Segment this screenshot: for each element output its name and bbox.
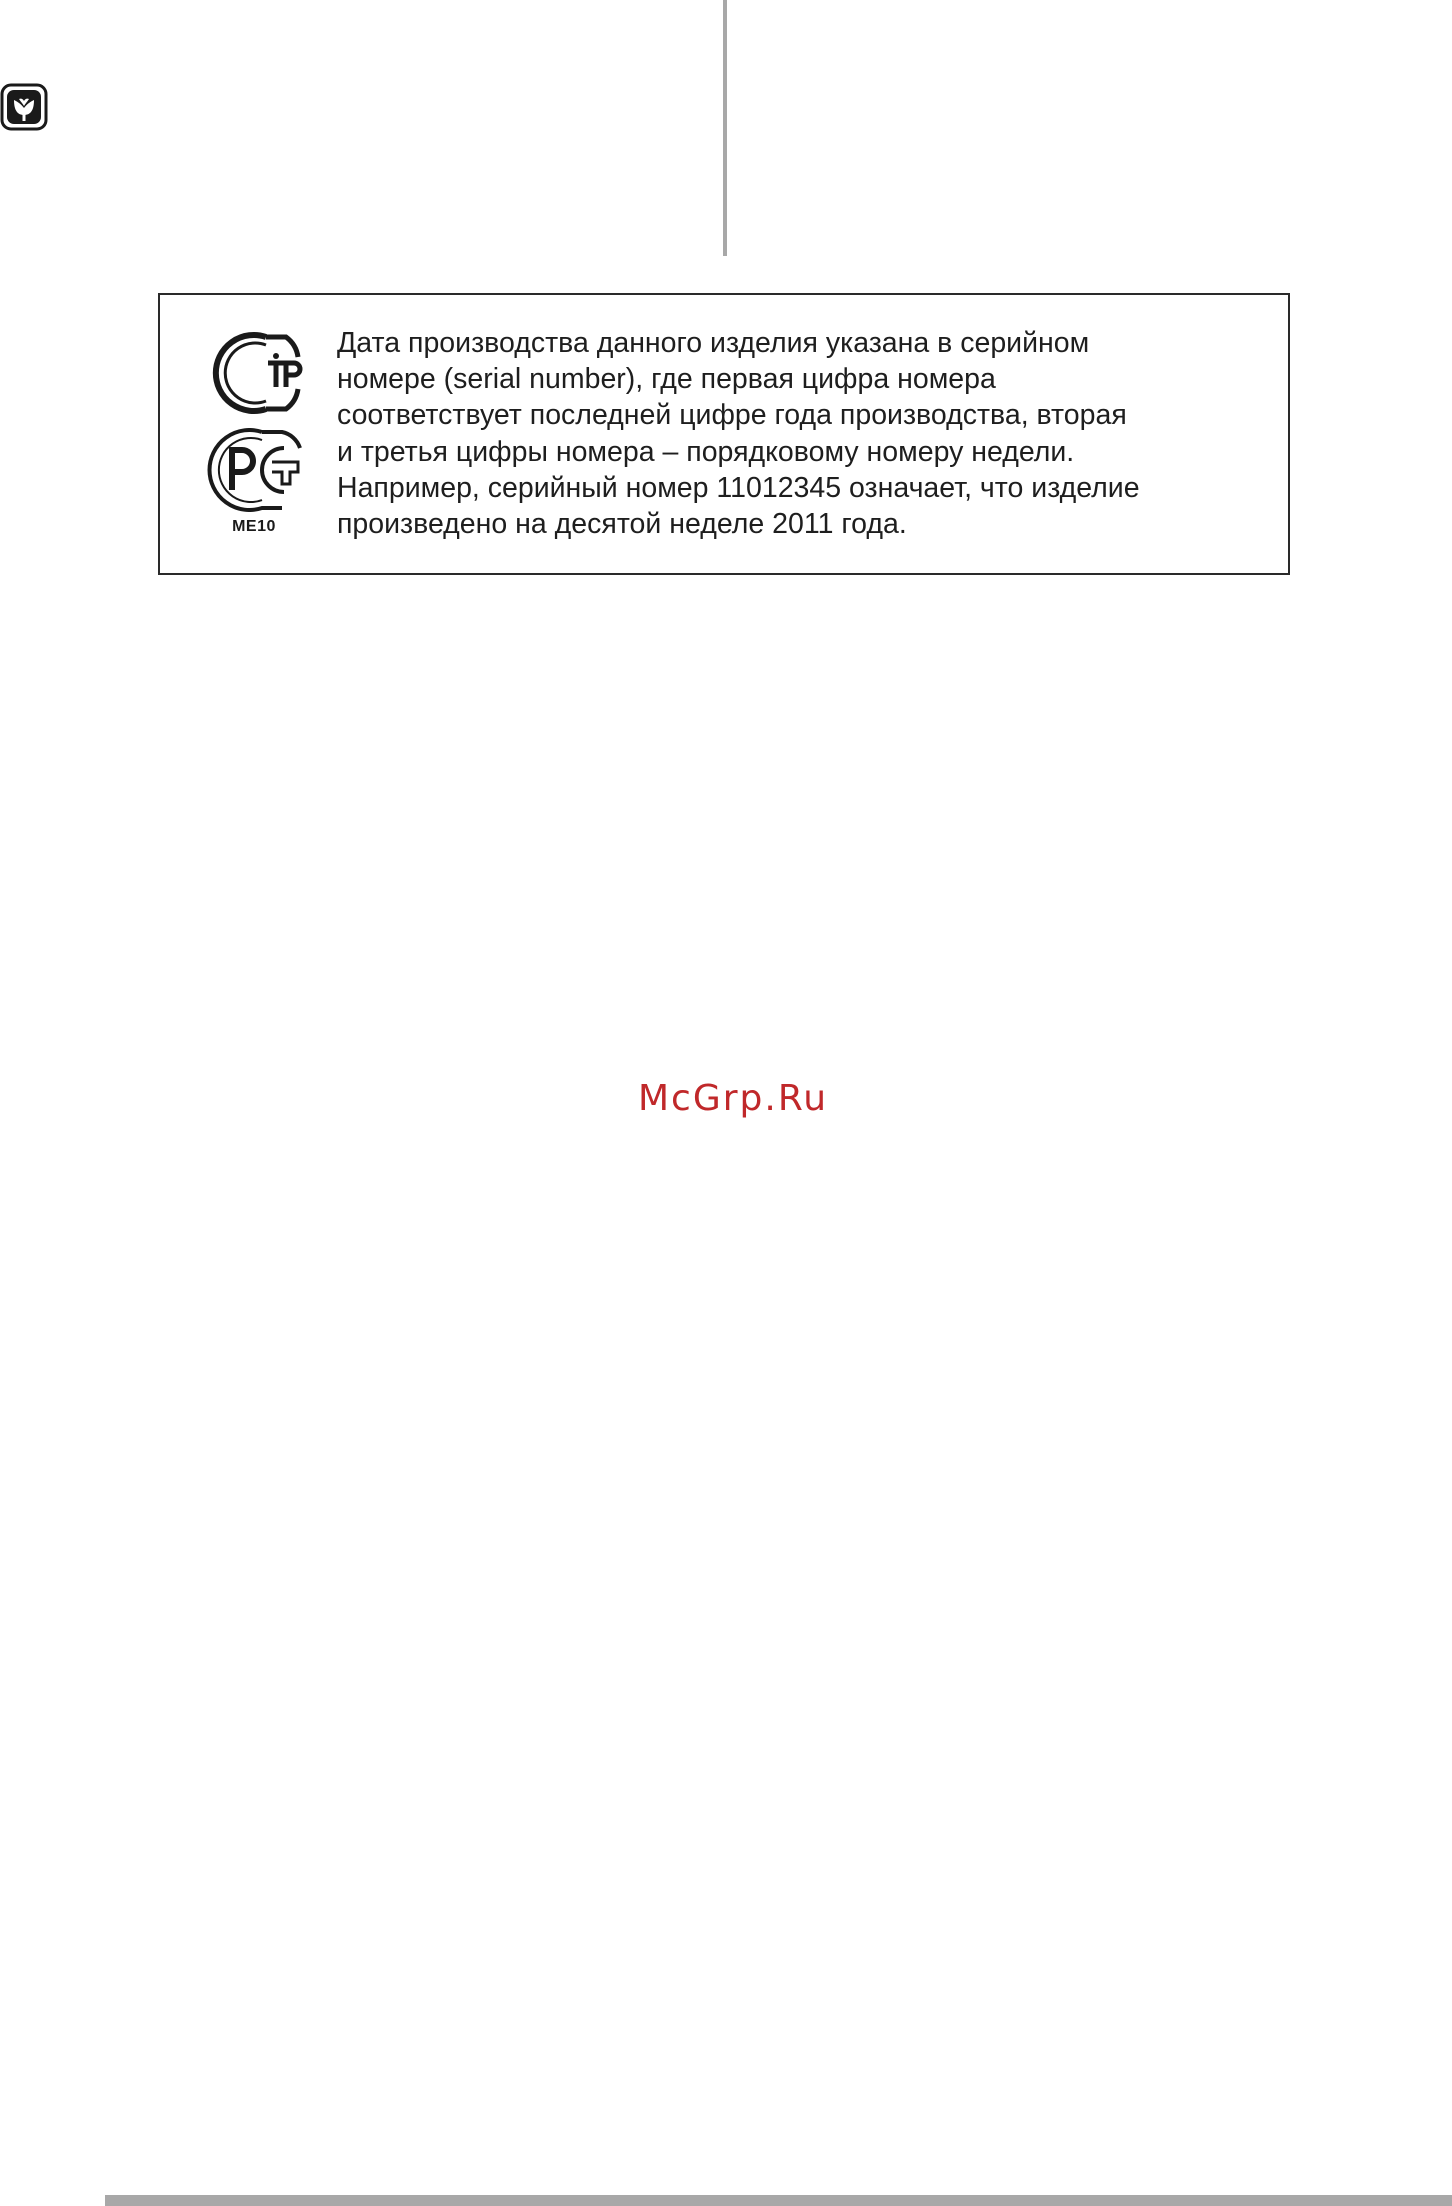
certification-marks [202,329,306,539]
tulip-icon [0,83,48,131]
production-date-notice [158,293,1290,575]
rostest-pct-mark-icon [202,428,306,512]
notice-line: произведено на десятой неделе 2011 года. [337,508,907,541]
notice-line: соответствует последней цифре года производства, вторая [337,399,1127,432]
notice-text [337,325,1277,542]
notice-line: Например, серийный номер 11012345 означает, что изделие [337,471,1140,504]
eac-mark-icon [202,329,306,417]
column-divider-line [723,0,727,256]
bottom-rule [105,2195,1452,2206]
certification-code: ME10 [232,518,276,535]
notice-line: номере (serial number), где первая цифра номера [337,363,996,396]
watermark-text: McGrp.Ru [637,1078,829,1119]
notice-line: и третья цифры номера – порядковому номеру недели. [337,435,1075,468]
notice-line: Дата производства данного изделия указана в серийном [337,327,1090,359]
